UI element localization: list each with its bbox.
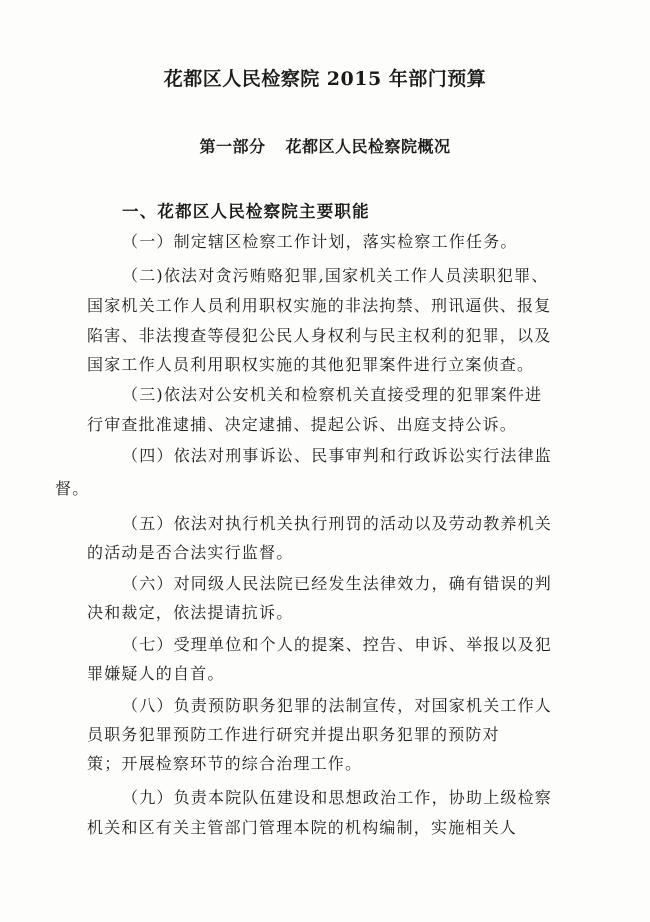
text-line: （二)依法对贪污贿赂犯罪,国家机关工作人员渎职犯罪、 [122,266,549,285]
text-line: （一）制定辖区检察工作计划，落实检察工作任务。 [122,232,518,251]
text-line: 决和裁定，依法提请抗诉。 [87,603,294,622]
text-line: （四）依法对刑事诉讼、民事审判和行政诉讼实行法律监 [122,446,553,465]
text-line: 国家工作人员利用职权实施的其他犯罪案件进行立案侦查。 [87,355,535,374]
document-title: 花都区人民检察院 2015 年部门预算 [163,68,487,90]
text-line: 罪嫌疑人的自首。 [87,664,225,683]
text-line: 陷害、非法搜查等侵犯公民人身权利与民主权利的犯罪，以及 [87,326,552,345]
text-line: 机关和区有关主管部门管理本院的机构编制，实施相关人 [87,818,518,837]
part-label: 第一部分 [199,137,266,156]
text-line: 行审查批准逮捕、决定逮捕、提起公诉、出庭支持公诉。 [87,415,518,434]
text-line: （五）依法对执行机关执行刑罚的活动以及劳动教养机关 [122,514,553,533]
text-line: （八）负责预防职务犯罪的法制宣传，对国家机关工作人 [122,696,553,715]
text-line: 员职务犯罪预防工作进行研究并提出职务犯罪的预防对 [87,725,500,744]
part-heading [0,134,650,157]
text-line: 督。 [55,479,90,498]
text-line: （七）受理单位和个人的提案、控告、申诉、举报以及犯 [122,635,553,654]
text-line: 的活动是否合法实行监督。 [87,543,294,562]
section-heading: 一、花都区人民检察院主要职能 [122,202,370,221]
text-line: （六）对同级人民法院已经发生法律效力，确有错误的判 [122,574,553,593]
text-line: 国家机关工作人员利用职权实施的非法拘禁、刑讯逼供、报复 [87,296,552,315]
text-line: （三)依法对公安机关和检察机关直接受理的犯罪案件进 [122,385,543,404]
part-title: 花都区人民检察院概况 [285,137,451,156]
text-line: 策；开展检察环节的综合治理工作。 [87,754,363,773]
text-line: （九）负责本院队伍建设和思想政治工作，协助上级检察 [122,788,553,807]
